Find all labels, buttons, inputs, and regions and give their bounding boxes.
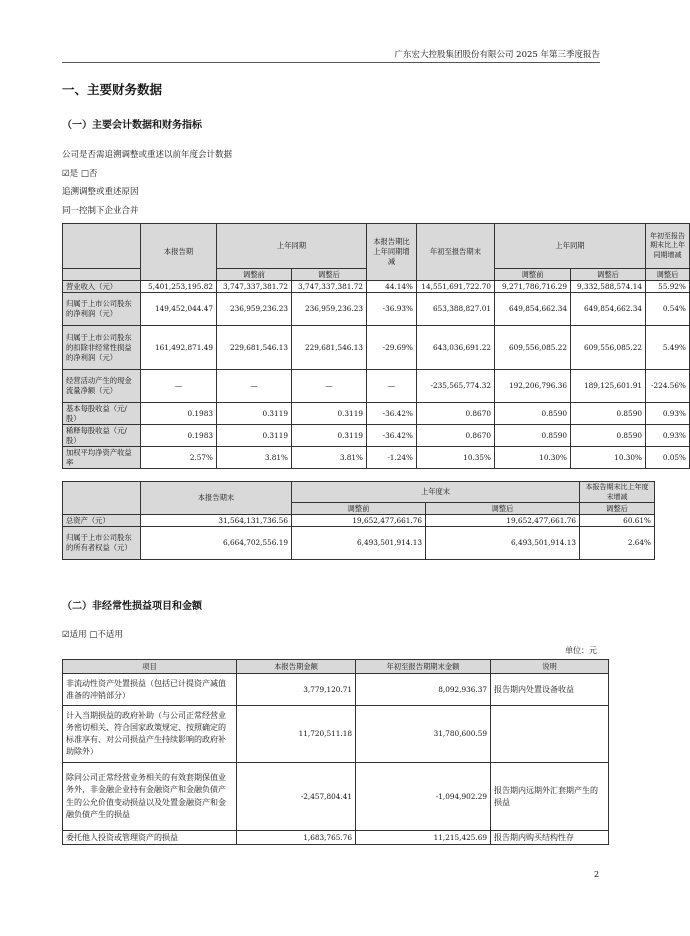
col-before: 调整前 bbox=[217, 269, 292, 281]
cell: -36.42% bbox=[367, 425, 417, 447]
cell: 8,092,936.37 bbox=[356, 674, 491, 706]
col-same-period-2: 上年同期 bbox=[495, 224, 646, 269]
cell: 0.93% bbox=[646, 403, 690, 425]
cell: 10.35% bbox=[417, 447, 495, 469]
cell: -2,457,804.41 bbox=[237, 763, 356, 831]
col-ytd-change: 年初至报告期末比上年同期增减 bbox=[646, 224, 690, 269]
restatement-question: 公司是否需追溯调整或重述以前年度会计数据 bbox=[62, 150, 233, 160]
col-period-end: 本报告期末 bbox=[141, 482, 292, 515]
subsection-title-1: （一）主要会计数据和财务指标 bbox=[62, 120, 202, 131]
col-after-5: 调整后 bbox=[580, 503, 655, 515]
cell: -224.56% bbox=[646, 370, 690, 403]
cell: 229,681,546.13 bbox=[217, 326, 292, 370]
cell: — bbox=[367, 370, 417, 403]
col-ytd: 年初至报告期末 bbox=[417, 224, 495, 281]
cell: 161,492,871.49 bbox=[141, 326, 217, 370]
table-row bbox=[63, 515, 655, 527]
col-change: 本报告期比上年同期增减 bbox=[367, 224, 417, 281]
page-number: 2 bbox=[594, 870, 600, 879]
table-row bbox=[63, 527, 655, 560]
non-recurring-table bbox=[62, 659, 609, 845]
cell: -1.24% bbox=[367, 447, 417, 469]
table-corner bbox=[63, 224, 141, 269]
unit-label: 单位：元 bbox=[565, 646, 597, 655]
cell bbox=[491, 706, 609, 763]
table-row bbox=[63, 293, 690, 326]
cell: -29.69% bbox=[367, 326, 417, 370]
cell: 609,556,085.22 bbox=[571, 326, 646, 370]
table-row bbox=[63, 674, 609, 706]
cell: 3.81% bbox=[292, 447, 367, 469]
report-title: 广东宏大控股集团股份有限公司 2025 年第三季度报告 bbox=[394, 50, 600, 60]
cell: 9,332,588,574.14 bbox=[571, 281, 646, 293]
cell: 5,401,253,195.82 bbox=[141, 281, 217, 293]
cell: 0.8590 bbox=[571, 425, 646, 447]
cell: 0.1983 bbox=[141, 403, 217, 425]
table-corner-2 bbox=[63, 269, 141, 281]
row-label: 归属于上市公司股东的净利润（元） bbox=[63, 293, 141, 326]
row-label: 归属于上市公司股东的所有者权益（元） bbox=[63, 527, 141, 560]
table-row bbox=[63, 403, 690, 425]
cell: 2.57% bbox=[141, 447, 217, 469]
subsection-title-2: （二）非经常性损益项目和金额 bbox=[62, 601, 202, 612]
cell: 229,681,546.13 bbox=[292, 326, 367, 370]
table-row bbox=[63, 831, 609, 845]
cell: -235,565,774.32 bbox=[417, 370, 495, 403]
cell: 0.8670 bbox=[417, 425, 495, 447]
row-label: 基本每股收益（元/股） bbox=[63, 403, 141, 425]
cell: 44.14% bbox=[367, 281, 417, 293]
cell: 11,215,425.69 bbox=[356, 831, 491, 845]
page-header bbox=[62, 46, 600, 63]
col-prev-year-end: 上年度末 bbox=[292, 482, 580, 503]
cell: 11,720,511.18 bbox=[237, 706, 356, 763]
cell: 0.8670 bbox=[417, 403, 495, 425]
row-label: 经营活动产生的现金流量净额（元） bbox=[63, 370, 141, 403]
row-label: 委托他人投资或管理资产的损益 bbox=[63, 831, 237, 845]
cell: 报告期内远期外汇套期产生的损益 bbox=[491, 763, 609, 831]
cell: 2.64% bbox=[580, 527, 655, 560]
cell: 3,779,120.71 bbox=[237, 674, 356, 706]
col-after: 调整后 bbox=[292, 269, 367, 281]
row-label: 总资产（元） bbox=[63, 515, 141, 527]
cell: 报告期内购买结构性存 bbox=[491, 831, 609, 845]
table-row bbox=[63, 281, 690, 293]
restatement-choice: ☑是 □否 bbox=[62, 169, 98, 179]
balance-corner bbox=[63, 482, 141, 515]
restatement-reason: 同一控制下企业合并 bbox=[62, 206, 139, 216]
col-item: 项目 bbox=[63, 660, 237, 674]
cell: 10.30% bbox=[495, 447, 571, 469]
col-same-period: 上年同期 bbox=[217, 224, 367, 269]
cell: — bbox=[217, 370, 292, 403]
col-after-2: 调整后 bbox=[571, 269, 646, 281]
table-row bbox=[63, 763, 609, 831]
cell: 0.3119 bbox=[292, 403, 367, 425]
financial-indicators-table bbox=[62, 223, 690, 469]
cell: 609,556,085.22 bbox=[495, 326, 571, 370]
cell: 1,683,765.76 bbox=[237, 831, 356, 845]
col-amount: 本报告期金额 bbox=[237, 660, 356, 674]
applicable-choice: ☑适用 □不适用 bbox=[62, 630, 123, 640]
cell: 60.61% bbox=[580, 515, 655, 527]
cell: 0.8590 bbox=[495, 403, 571, 425]
table-row bbox=[63, 447, 690, 469]
col-period: 本报告期 bbox=[141, 224, 217, 281]
col-before-3: 调整前 bbox=[292, 503, 426, 515]
col-before-2: 调整前 bbox=[495, 269, 571, 281]
cell: 6,493,501,914.13 bbox=[426, 527, 580, 560]
cell: 31,780,600.59 bbox=[356, 706, 491, 763]
col-period-change: 本报告期末比上年度末增减 bbox=[580, 482, 655, 503]
cell: 3,747,337,381.72 bbox=[292, 281, 367, 293]
cell: 0.3119 bbox=[217, 403, 292, 425]
row-label: 稀释每股收益（元/股） bbox=[63, 425, 141, 447]
table-row bbox=[63, 326, 690, 370]
cell: 3,747,337,381.72 bbox=[217, 281, 292, 293]
cell: 149,452,044.47 bbox=[141, 293, 217, 326]
cell: 236,959,236.23 bbox=[217, 293, 292, 326]
cell: 31,564,131,736.56 bbox=[141, 515, 292, 527]
cell: 653,388,827.01 bbox=[417, 293, 495, 326]
cell: 0.8590 bbox=[495, 425, 571, 447]
row-label: 除同公司正常经营业务相关的有效套期保值业务外，非金融企业持有金融资产和金融负债产生的公允价值变动损益以及处置金融资产和金融负债产生的损益 bbox=[63, 763, 237, 831]
table-row bbox=[63, 706, 609, 763]
restatement-reason-label: 追溯调整或重述原因 bbox=[62, 187, 139, 197]
cell: 6,664,702,556.19 bbox=[141, 527, 292, 560]
section-title: 一、主要财务数据 bbox=[62, 82, 163, 97]
cell: 649,854,662.34 bbox=[495, 293, 571, 326]
cell: 0.93% bbox=[646, 425, 690, 447]
cell: 189,125,601.91 bbox=[571, 370, 646, 403]
cell: 0.8590 bbox=[571, 403, 646, 425]
cell: 0.54% bbox=[646, 293, 690, 326]
cell: 0.3119 bbox=[217, 425, 292, 447]
cell: 5.49% bbox=[646, 326, 690, 370]
cell: 报告期内处置设备收益 bbox=[491, 674, 609, 706]
table-row bbox=[63, 370, 690, 403]
cell: -36.42% bbox=[367, 403, 417, 425]
cell: 6,493,501,914.13 bbox=[292, 527, 426, 560]
row-label: 计入当期损益的政府补助（与公司正常经营业务密切相关、符合国家政策规定、按照确定的标准享有、对公司损益产生持续影响的政府补助除外） bbox=[63, 706, 237, 763]
row-label: 归属于上市公司股东的扣除非经常性损益的净利润（元） bbox=[63, 326, 141, 370]
cell: 14,551,691,722.70 bbox=[417, 281, 495, 293]
cell: 9,271,786,716.29 bbox=[495, 281, 571, 293]
cell: 0.3119 bbox=[292, 425, 367, 447]
cell: 0.05% bbox=[646, 447, 690, 469]
cell: — bbox=[292, 370, 367, 403]
row-label: 营业收入（元） bbox=[63, 281, 141, 293]
cell: -36.93% bbox=[367, 293, 417, 326]
cell: 649,854,662.34 bbox=[571, 293, 646, 326]
cell: 3.81% bbox=[217, 447, 292, 469]
table-row bbox=[63, 425, 690, 447]
cell: 19,652,477,661.76 bbox=[292, 515, 426, 527]
row-label: 加权平均净资产收益率 bbox=[63, 447, 141, 469]
balance-table bbox=[62, 481, 655, 560]
row-label: 非流动性资产处置损益（包括已计提资产减值准备的冲销部分） bbox=[63, 674, 237, 706]
cell: -1,094,902.29 bbox=[356, 763, 491, 831]
col-after-3: 调整后 bbox=[646, 269, 690, 281]
col-ytd-amount: 年初至报告期期末金额 bbox=[356, 660, 491, 674]
cell: — bbox=[141, 370, 217, 403]
cell: 236,959,236.23 bbox=[292, 293, 367, 326]
cell: 192,206,796.36 bbox=[495, 370, 571, 403]
cell: 643,036,691.22 bbox=[417, 326, 495, 370]
cell: 19,652,477,661.76 bbox=[426, 515, 580, 527]
cell: 0.1983 bbox=[141, 425, 217, 447]
col-note: 说明 bbox=[491, 660, 609, 674]
cell: 10.30% bbox=[571, 447, 646, 469]
cell: 55.92% bbox=[646, 281, 690, 293]
col-after-4: 调整后 bbox=[426, 503, 580, 515]
